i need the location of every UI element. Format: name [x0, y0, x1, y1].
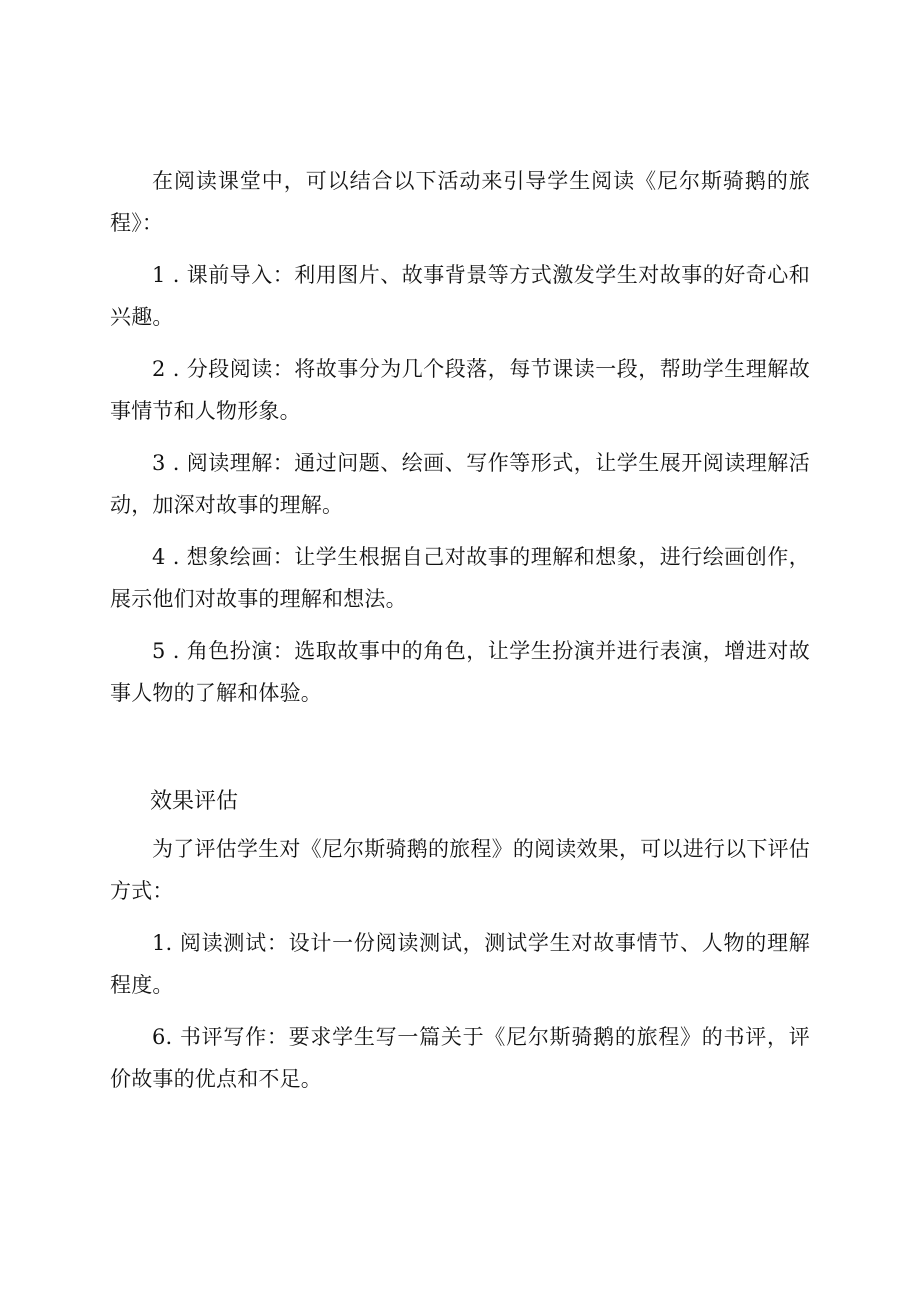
activity-item-2: 2 . 分段阅读：将故事分为几个段落，每节课读一段，帮助学生理解故事情节和人物形象。: [110, 357, 810, 423]
evaluation-intro-paragraph: 为了评估学生对《尼尔斯骑鹅的旅程》的阅读效果，可以进行以下评估方式：: [110, 837, 810, 903]
document-content: [110, 160, 810, 1110]
evaluation-heading: 效果评估: [150, 789, 239, 814]
activity-item-5: 5 . 角色扮演：选取故事中的角色，让学生扮演并进行表演，增进对故事人物的了解和体验。: [110, 639, 810, 705]
activity-item-1: 1 . 课前导入：利用图片、故事背景等方式激发学生对故事的好奇心和兴趣。: [110, 263, 810, 329]
activity-item-4: 4 . 想象绘画：让学生根据自己对故事的理解和想象，进行绘画创作，展示他们对故事的理解和想法。: [110, 545, 810, 611]
intro-paragraph: 在阅读课堂中，可以结合以下活动来引导学生阅读《尼尔斯骑鹅的旅程》：: [110, 169, 810, 235]
evaluation-item-1: 1. 阅读测试：设计一份阅读测试，测试学生对故事情节、人物的理解程度。: [110, 931, 810, 997]
activity-item-3: 3 . 阅读理解：通过问题、绘画、写作等形式，让学生展开阅读理解活动，加深对故事的理解。: [110, 451, 810, 517]
evaluation-item-2: 6. 书评写作：要求学生写一篇关于《尼尔斯骑鹅的旅程》的书评，评价故事的优点和不足。: [110, 1025, 810, 1091]
